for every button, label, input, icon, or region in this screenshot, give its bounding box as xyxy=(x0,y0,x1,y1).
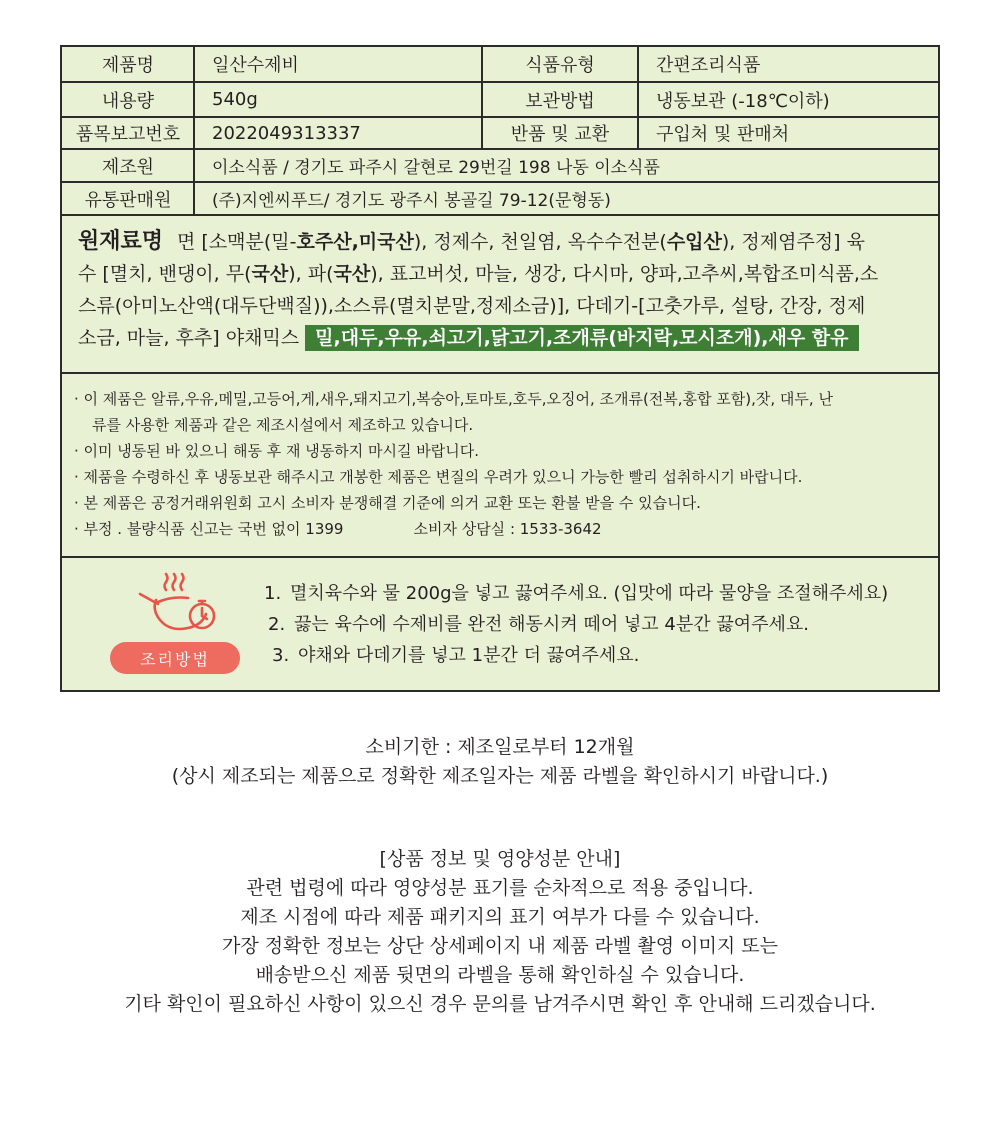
origin-highlight: 국산 xyxy=(251,263,289,285)
notice-item: · 이 제품은 알류,우유,메밀,고등어,게,새우,돼지고기,복숭아,토마토,호두,오징어, 조개류(전복,홍합 포함),잣, 대두, 난 xyxy=(74,390,833,408)
notice-item: · 본 제품은 공정거래위원회 고시 소비자 분쟁해결 기준에 의거 교환 또는 환불 받을 수 있습니다. xyxy=(74,494,701,512)
notice-item: · 이미 냉동된 바 있으니 해동 후 재 냉동하지 마시길 바랍니다. xyxy=(74,442,479,460)
distributor-label: 유통판매원 xyxy=(84,189,172,211)
report-no-value: 2022049313337 xyxy=(212,122,361,144)
report-hotline: · 부정 . 불량식품 신고는 국번 없이 1399 xyxy=(74,520,344,538)
content-value: 540g xyxy=(212,89,258,110)
origin-highlight: 수입산 xyxy=(666,231,722,253)
manufacturer-label: 제조원 xyxy=(101,156,155,178)
step-text: 끓는 육수에 수제비를 완전 해동시켜 떼어 넣고 4분간 끓여주세요. xyxy=(294,614,810,635)
cooking-method-badge: 조리방법 xyxy=(110,642,240,674)
notice-item xyxy=(74,516,930,542)
notice-item: · 제품을 수령하신 후 냉동보관 해주시고 개봉한 제품은 변질의 우려가 있으니 가능한 빨리 섭취하시기 바랍니다. xyxy=(74,468,803,486)
ingredients-text: ), 정제염주정] 육 xyxy=(721,231,865,253)
ingredients-section xyxy=(78,226,930,354)
allergen-badge: 밀,대두,우유,쇠고기,닭고기,조개류(바지락,모시조개),새우 함유 xyxy=(305,325,858,351)
expiry-note: (상시 제조되는 제품으로 정확한 제조일자는 제품 라벨을 확인하시기 바랍니다.) xyxy=(171,765,829,787)
notice-item: 류를 사용한 제품과 같은 제조시설에서 제조하고 있습니다. xyxy=(92,416,474,434)
info-line: 제조 시점에 따라 제품 패키지의 표기 여부가 다를 수 있습니다. xyxy=(240,906,760,928)
info-line: 기타 확인이 필요하신 사항이 있으신 경우 문의를 남겨주시면 확인 후 안내해 드리겠습니다. xyxy=(124,993,876,1015)
step-number: 1. xyxy=(264,583,282,604)
storage-value: 냉동보관 (-18℃이하) xyxy=(656,90,830,112)
report-no-label: 품목보고번호 xyxy=(75,124,181,145)
info-line: 관련 법령에 따라 영양성분 표기를 순차적으로 적용 중입니다. xyxy=(246,877,754,899)
info-section xyxy=(0,845,1000,1019)
notice-list xyxy=(74,386,930,542)
ingredients-line xyxy=(78,226,930,258)
distributor-value: (주)지엔씨푸드/ 경기도 광주시 봉골길 79-12(문형동) xyxy=(212,191,611,211)
return-label: 반품 및 교환 xyxy=(510,124,610,145)
origin-highlight: 호주산,미국산 xyxy=(296,231,414,253)
consumer-contact: 소비자 상담실 : 1533-3642 xyxy=(413,520,602,538)
step-number: 2. xyxy=(268,614,286,635)
ingredients-text: ), 파( xyxy=(288,263,334,285)
cooking-step xyxy=(264,578,930,609)
ingredients-text: 소금, 마늘, 후추] 야채믹스 xyxy=(78,327,300,349)
info-title: [상품 정보 및 영양성분 안내] xyxy=(379,848,621,870)
ingredients-title: 원재료명 xyxy=(78,229,164,254)
manufacturer-value: 이소식품 / 경기도 파주시 갈현로 29번길 198 나동 이소식품 xyxy=(212,158,660,178)
info-line: 배송받으신 제품 뒷면의 라벨을 통해 확인하실 수 있습니다. xyxy=(255,964,745,986)
step-text: 멸치육수와 물 200g을 넣고 끓여주세요. (입맛에 따라 물양을 조절해주세요) xyxy=(290,583,889,604)
ingredients-text: 수 [멸치, 밴댕이, 무( xyxy=(78,263,252,285)
cooking-step xyxy=(264,609,930,640)
step-text: 야채와 다데기를 넣고 1분간 더 끓여주세요. xyxy=(298,645,640,666)
product-name-value: 일산수제비 xyxy=(212,55,299,76)
cooking-step xyxy=(264,640,930,671)
ingredients-text: ), 표고버섯, 마늘, 생강, 다시마, 양파,고추씨,복합조미식품,소 xyxy=(370,263,879,285)
expiry-line: 소비기한 : 제조일로부터 12개월 xyxy=(365,736,635,758)
step-number: 3. xyxy=(272,645,290,666)
food-type-value: 간편조리식품 xyxy=(656,55,761,76)
return-value: 구입처 및 판매처 xyxy=(656,124,790,145)
ingredients-text: 면 [소맥분(밀- xyxy=(177,231,297,253)
ingredients-text: ), 정제수, 천일염, 옥수수전분( xyxy=(413,231,667,253)
content-label: 내용량 xyxy=(101,90,155,112)
storage-label: 보관방법 xyxy=(525,90,595,112)
expiry-section xyxy=(0,733,1000,791)
product-name-label: 제품명 xyxy=(101,55,155,76)
ingredients-line: 스류(아미노산액(대두단백질)),소스류(멸치분말,정제소금)], 다데기-[고춧가루, 설탕, 간장, 정제 xyxy=(78,295,866,317)
food-type-label: 식품유형 xyxy=(525,55,595,76)
info-line: 가장 정확한 정보는 상단 상세페이지 내 제품 라벨 촬영 이미지 또는 xyxy=(222,935,778,957)
cooking-steps xyxy=(264,578,930,671)
ingredients-line xyxy=(78,258,930,290)
ingredients-line xyxy=(78,322,930,354)
origin-highlight: 국산 xyxy=(333,263,371,285)
pan-timer-icon xyxy=(136,570,220,636)
